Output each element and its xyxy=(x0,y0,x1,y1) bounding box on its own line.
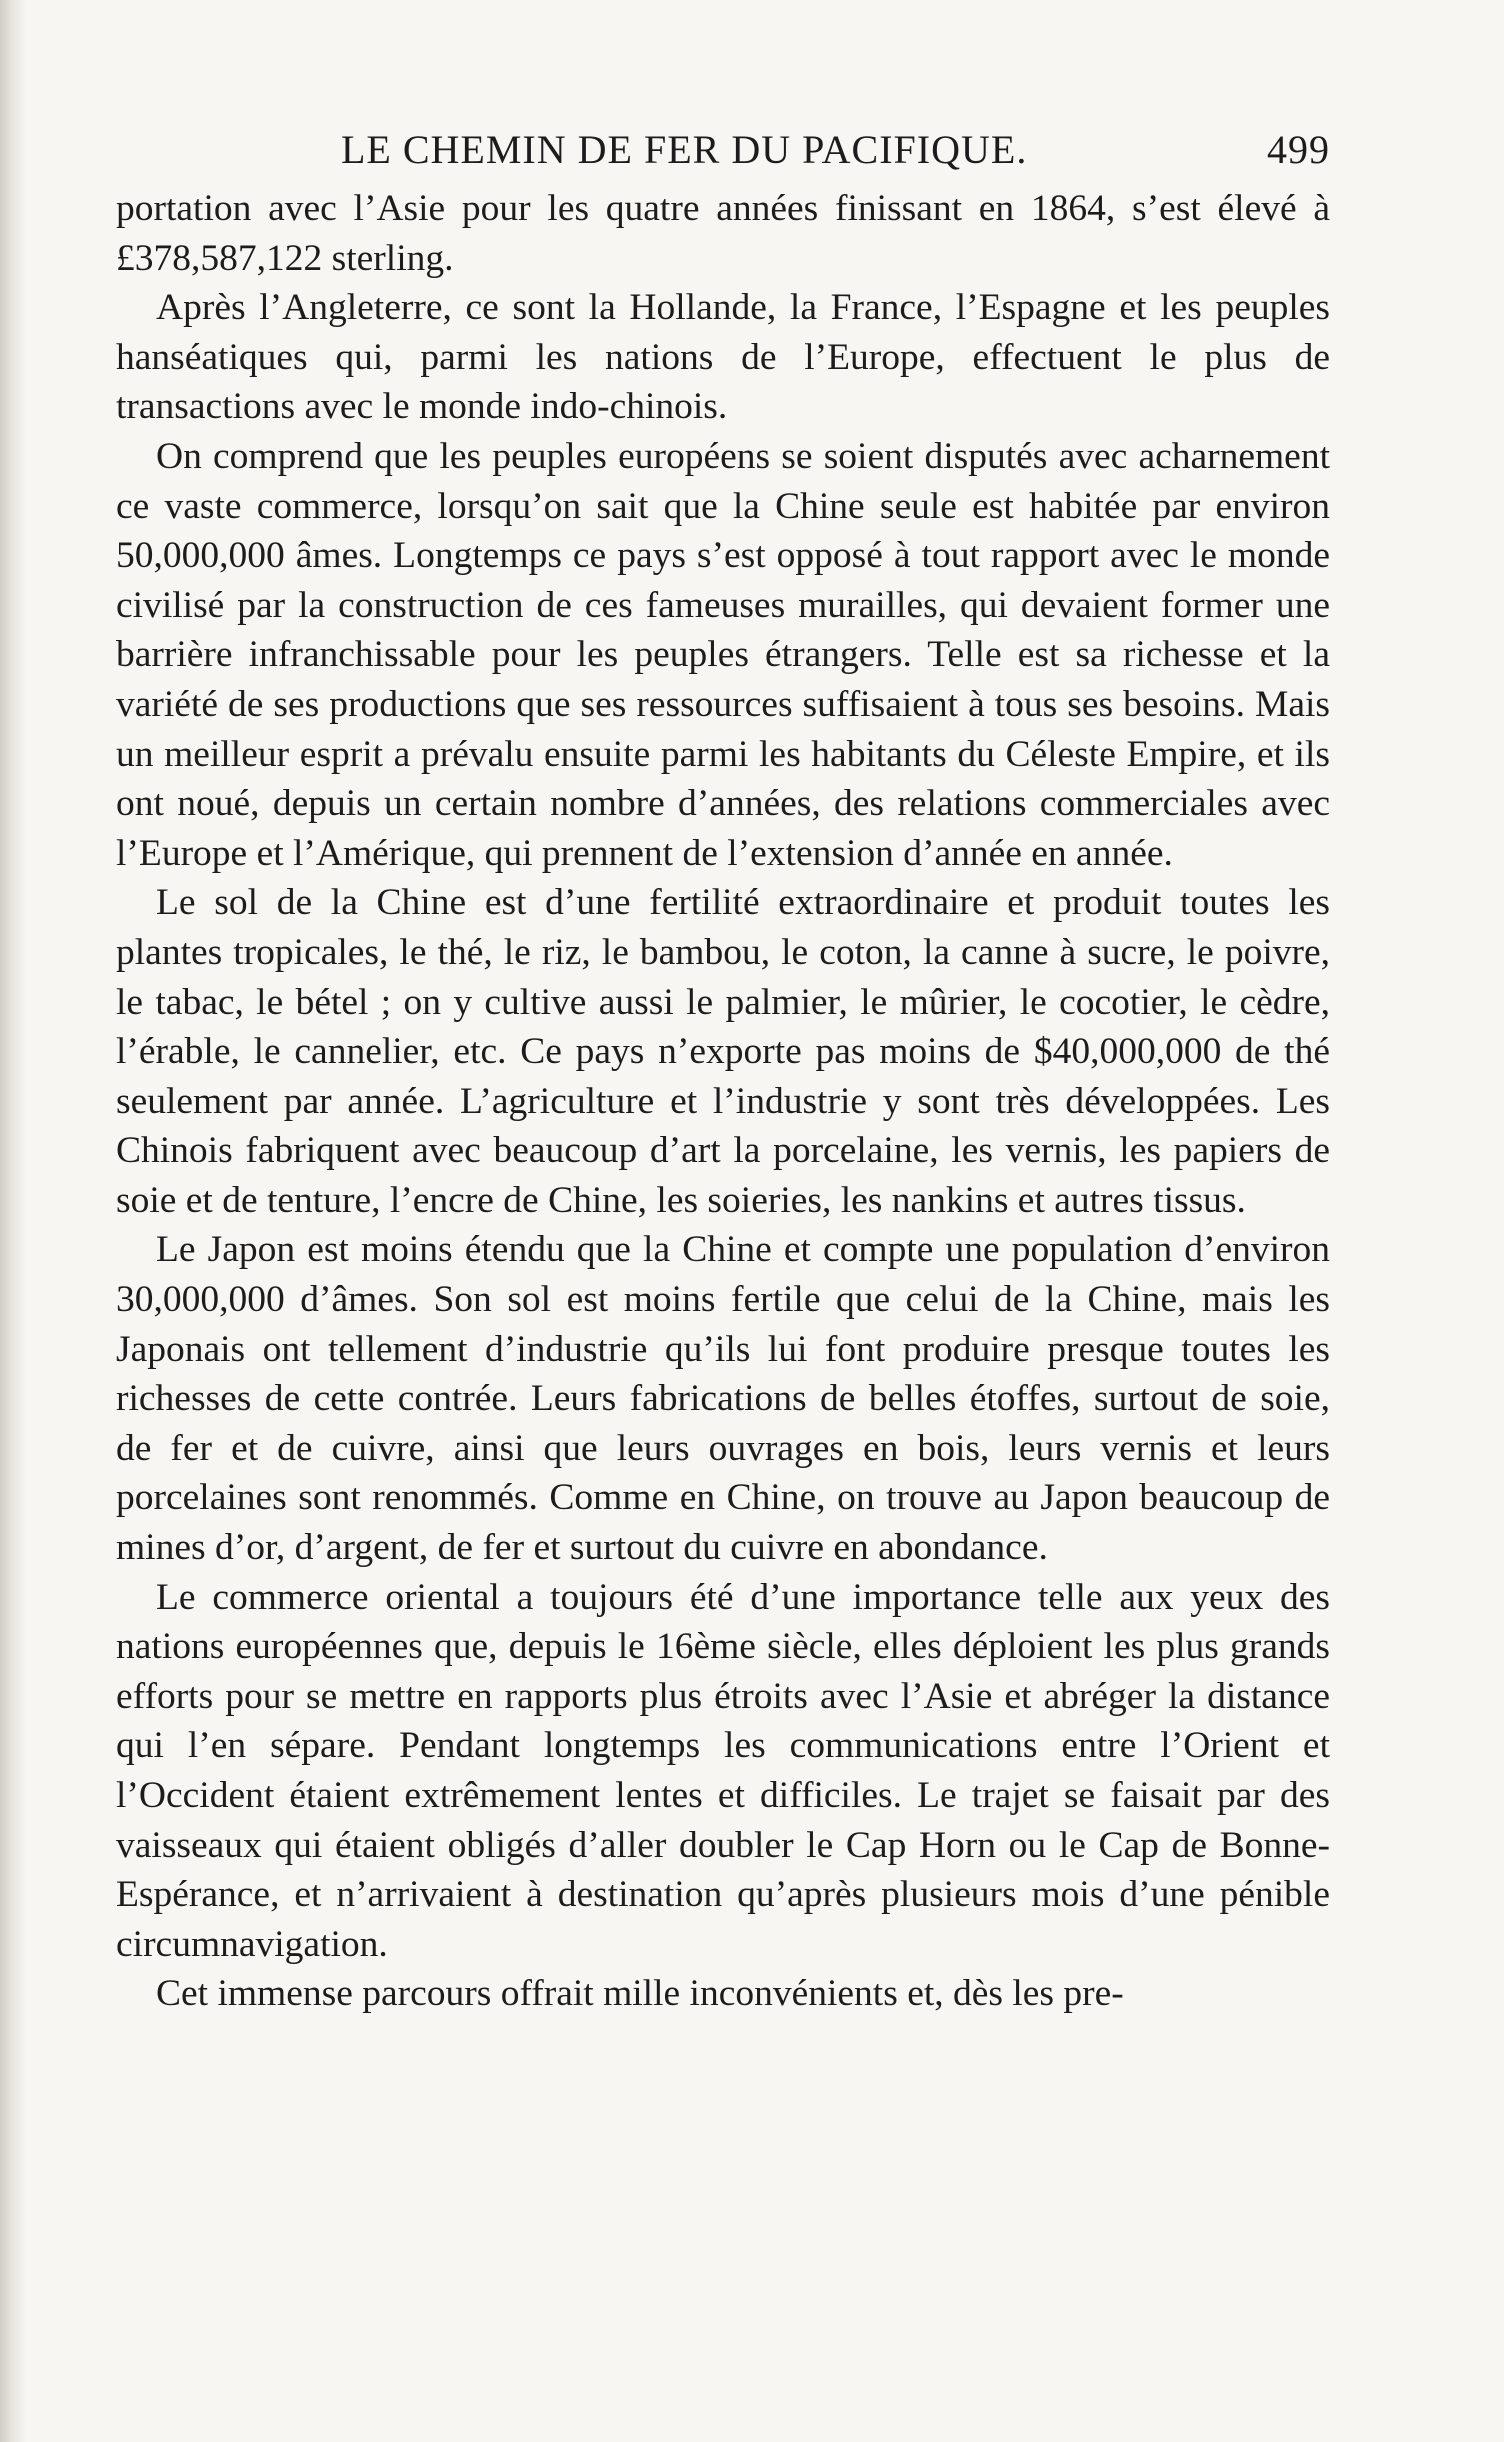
body-text xyxy=(116,184,1330,2019)
running-title: LE CHEMIN DE FER DU PACIFIQUE. xyxy=(341,127,1028,172)
paragraph: Le Japon est moins étendu que la Chine et compte une population d’environ 30,000,000 d’âmes. Son sol est moins fertile que celui de la Chine, mais les Japonais ont tellement d’industrie qu’ils lui font produire presque toutes les richesses de cette contrée. Leurs fabrications de belles étoffes, surtout de soie, de fer et de cuivre, ainsi que leurs ouvrages en bois, leurs vernis et leurs porcelaines sont renommés. Comme en Chine, on trouve au Japon beaucoup de mines d’or, d’argent, de fer et surtout du cuivre en abondance. xyxy=(116,1229,1330,1569)
book-page xyxy=(116,118,1330,2019)
page-number: 499 xyxy=(1267,127,1330,172)
paragraph: Cet immense parcours offrait mille inconvénients et, dès les pre- xyxy=(156,1973,1124,2015)
paragraph: Le commerce oriental a toujours été d’une importance telle aux yeux des nations européennes que, depuis le 16ème siècle, elles déploient les plus grands efforts pour se mettre en rapports plus étroits avec l’Asie et abréger la distance qui l’en sépare. Pendant longtemps les communications entre l’Orient et l’Occident étaient extrêmement lentes et difficiles. Le trajet se faisait par des vaisseaux qui étaient obligés d’aller doubler le Cap Horn ou le Cap de Bonne-Espérance, et n’arrivaient à destination qu’après plusieurs mois d’une pénible circumnavigation. xyxy=(116,1576,1330,1965)
book-spine-shadow xyxy=(0,0,26,2442)
paragraph-continued: portation avec l’Asie pour les quatre années finissant en 1864, s’est élevé à £378,587,122 sterling. xyxy=(116,188,1330,279)
paragraph: Le sol de la Chine est d’une fertilité extraordinaire et produit toutes les plantes tropicales, le thé, le riz, le bambou, le coton, la canne à sucre, le poivre, le tabac, le bétel ; on y cultive aussi le palmier, le mûrier, le cocotier, le cèdre, l’érable, le cannelier, etc. Ce pays n’exporte pas moins de $40,000,000 de thé seulement par année. L’agriculture et l’industrie y sont très développées. Les Chinois fabriquent avec beaucoup d’art la porcelaine, les vernis, les papiers de soie et de tenture, l’encre de Chine, les soieries, les nankins et autres tissus. xyxy=(116,882,1330,1221)
paragraph: On comprend que les peuples européens se soient disputés avec acharnement ce vaste commerce, lorsqu’on sait que la Chine seule est habitée par environ 50,000,000 âmes. Longtemps ce pays s’est opposé à tout rapport avec le monde civilisé par la construction de ces fameuses murailles, qui devaient former une barrière infranchissable pour les peuples étrangers. Telle est sa richesse et la variété de ses productions que ses ressources suffisaient à tous ses besoins. Mais un meilleur esprit a prévalu ensuite parmi les habitants du Céleste Empire, et ils ont noué, depuis un certain nombre d’années, des relations commerciales avec l’Europe et l’Amérique, qui prennent de l’extension d’année en année. xyxy=(116,435,1330,874)
paragraph: Après l’Angleterre, ce sont la Hollande, la France, l’Espagne et les peuples hanséatiques qui, parmi les nations de l’Europe, effectuent le plus de transactions avec le monde indo-chinois. xyxy=(116,287,1330,428)
running-header xyxy=(116,118,1330,174)
